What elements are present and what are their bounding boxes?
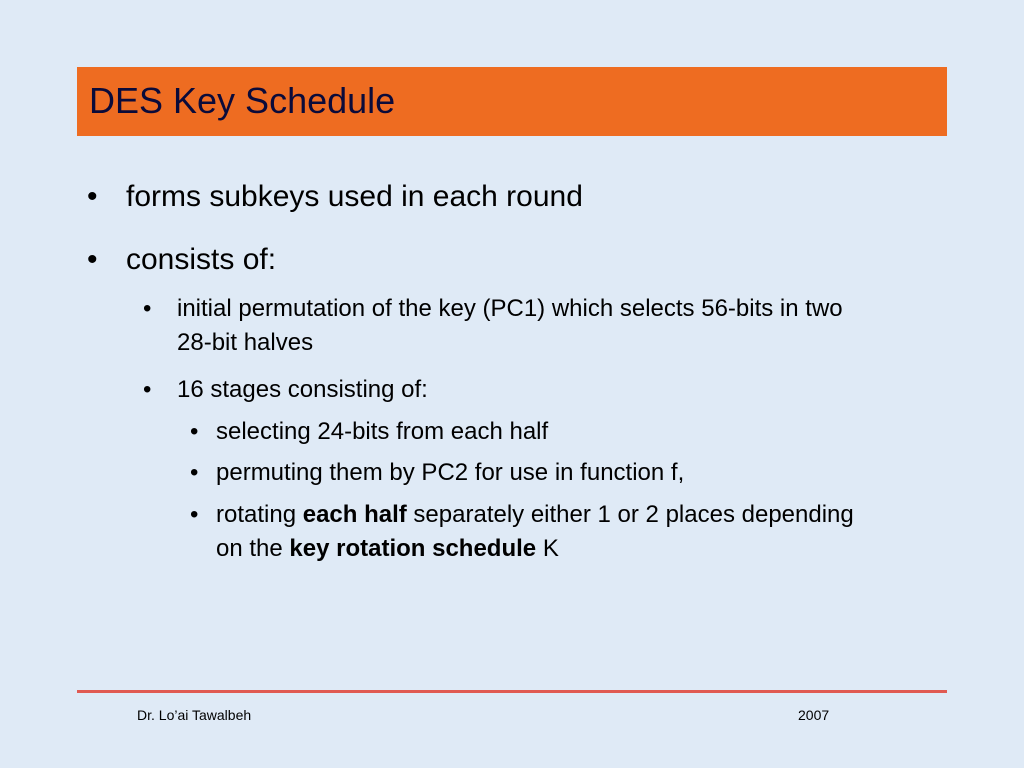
footer-author: Dr. Lo’ai Tawalbeh — [137, 707, 252, 723]
text-run: rotating — [216, 501, 303, 528]
sub-sub-bullet-text-continued — [216, 532, 559, 566]
sub-bullet-text: initial permutation of the key (PC1) which selects 56-bits in two — [177, 295, 843, 322]
footer-year: 2007 — [798, 707, 830, 723]
text-run: K — [536, 535, 559, 562]
sub-sub-bullet-marker: • — [190, 459, 199, 486]
slide-title: DES Key Schedule — [89, 80, 396, 121]
emphasis-each-half: each half — [302, 501, 407, 528]
sub-sub-bullet-text: permuting them by PC2 for use in function f, — [216, 459, 685, 486]
sub-bullet-text-continued: 28-bit halves — [177, 329, 314, 356]
sub-sub-bullet-text — [216, 498, 854, 532]
bullet-text: forms subkeys used in each round — [126, 180, 583, 213]
text-run: separately either 1 or 2 places depending — [406, 501, 854, 528]
sub-bullet-text: 16 stages consisting of: — [177, 376, 428, 403]
bullet-marker: • — [87, 180, 98, 213]
sub-sub-bullet-marker: • — [190, 418, 199, 445]
sub-sub-bullet-text: selecting 24-bits from each half — [216, 418, 549, 445]
bullet-text: consists of: — [126, 243, 277, 276]
emphasis-key-rotation-schedule: key rotation schedule — [289, 535, 537, 562]
text-run: on the — [216, 535, 290, 562]
footer-divider — [77, 690, 947, 693]
bullet-marker: • — [87, 243, 98, 276]
sub-sub-bullet-marker: • — [190, 501, 199, 528]
sub-bullet-marker: • — [143, 376, 152, 403]
sub-bullet-marker: • — [143, 295, 152, 322]
